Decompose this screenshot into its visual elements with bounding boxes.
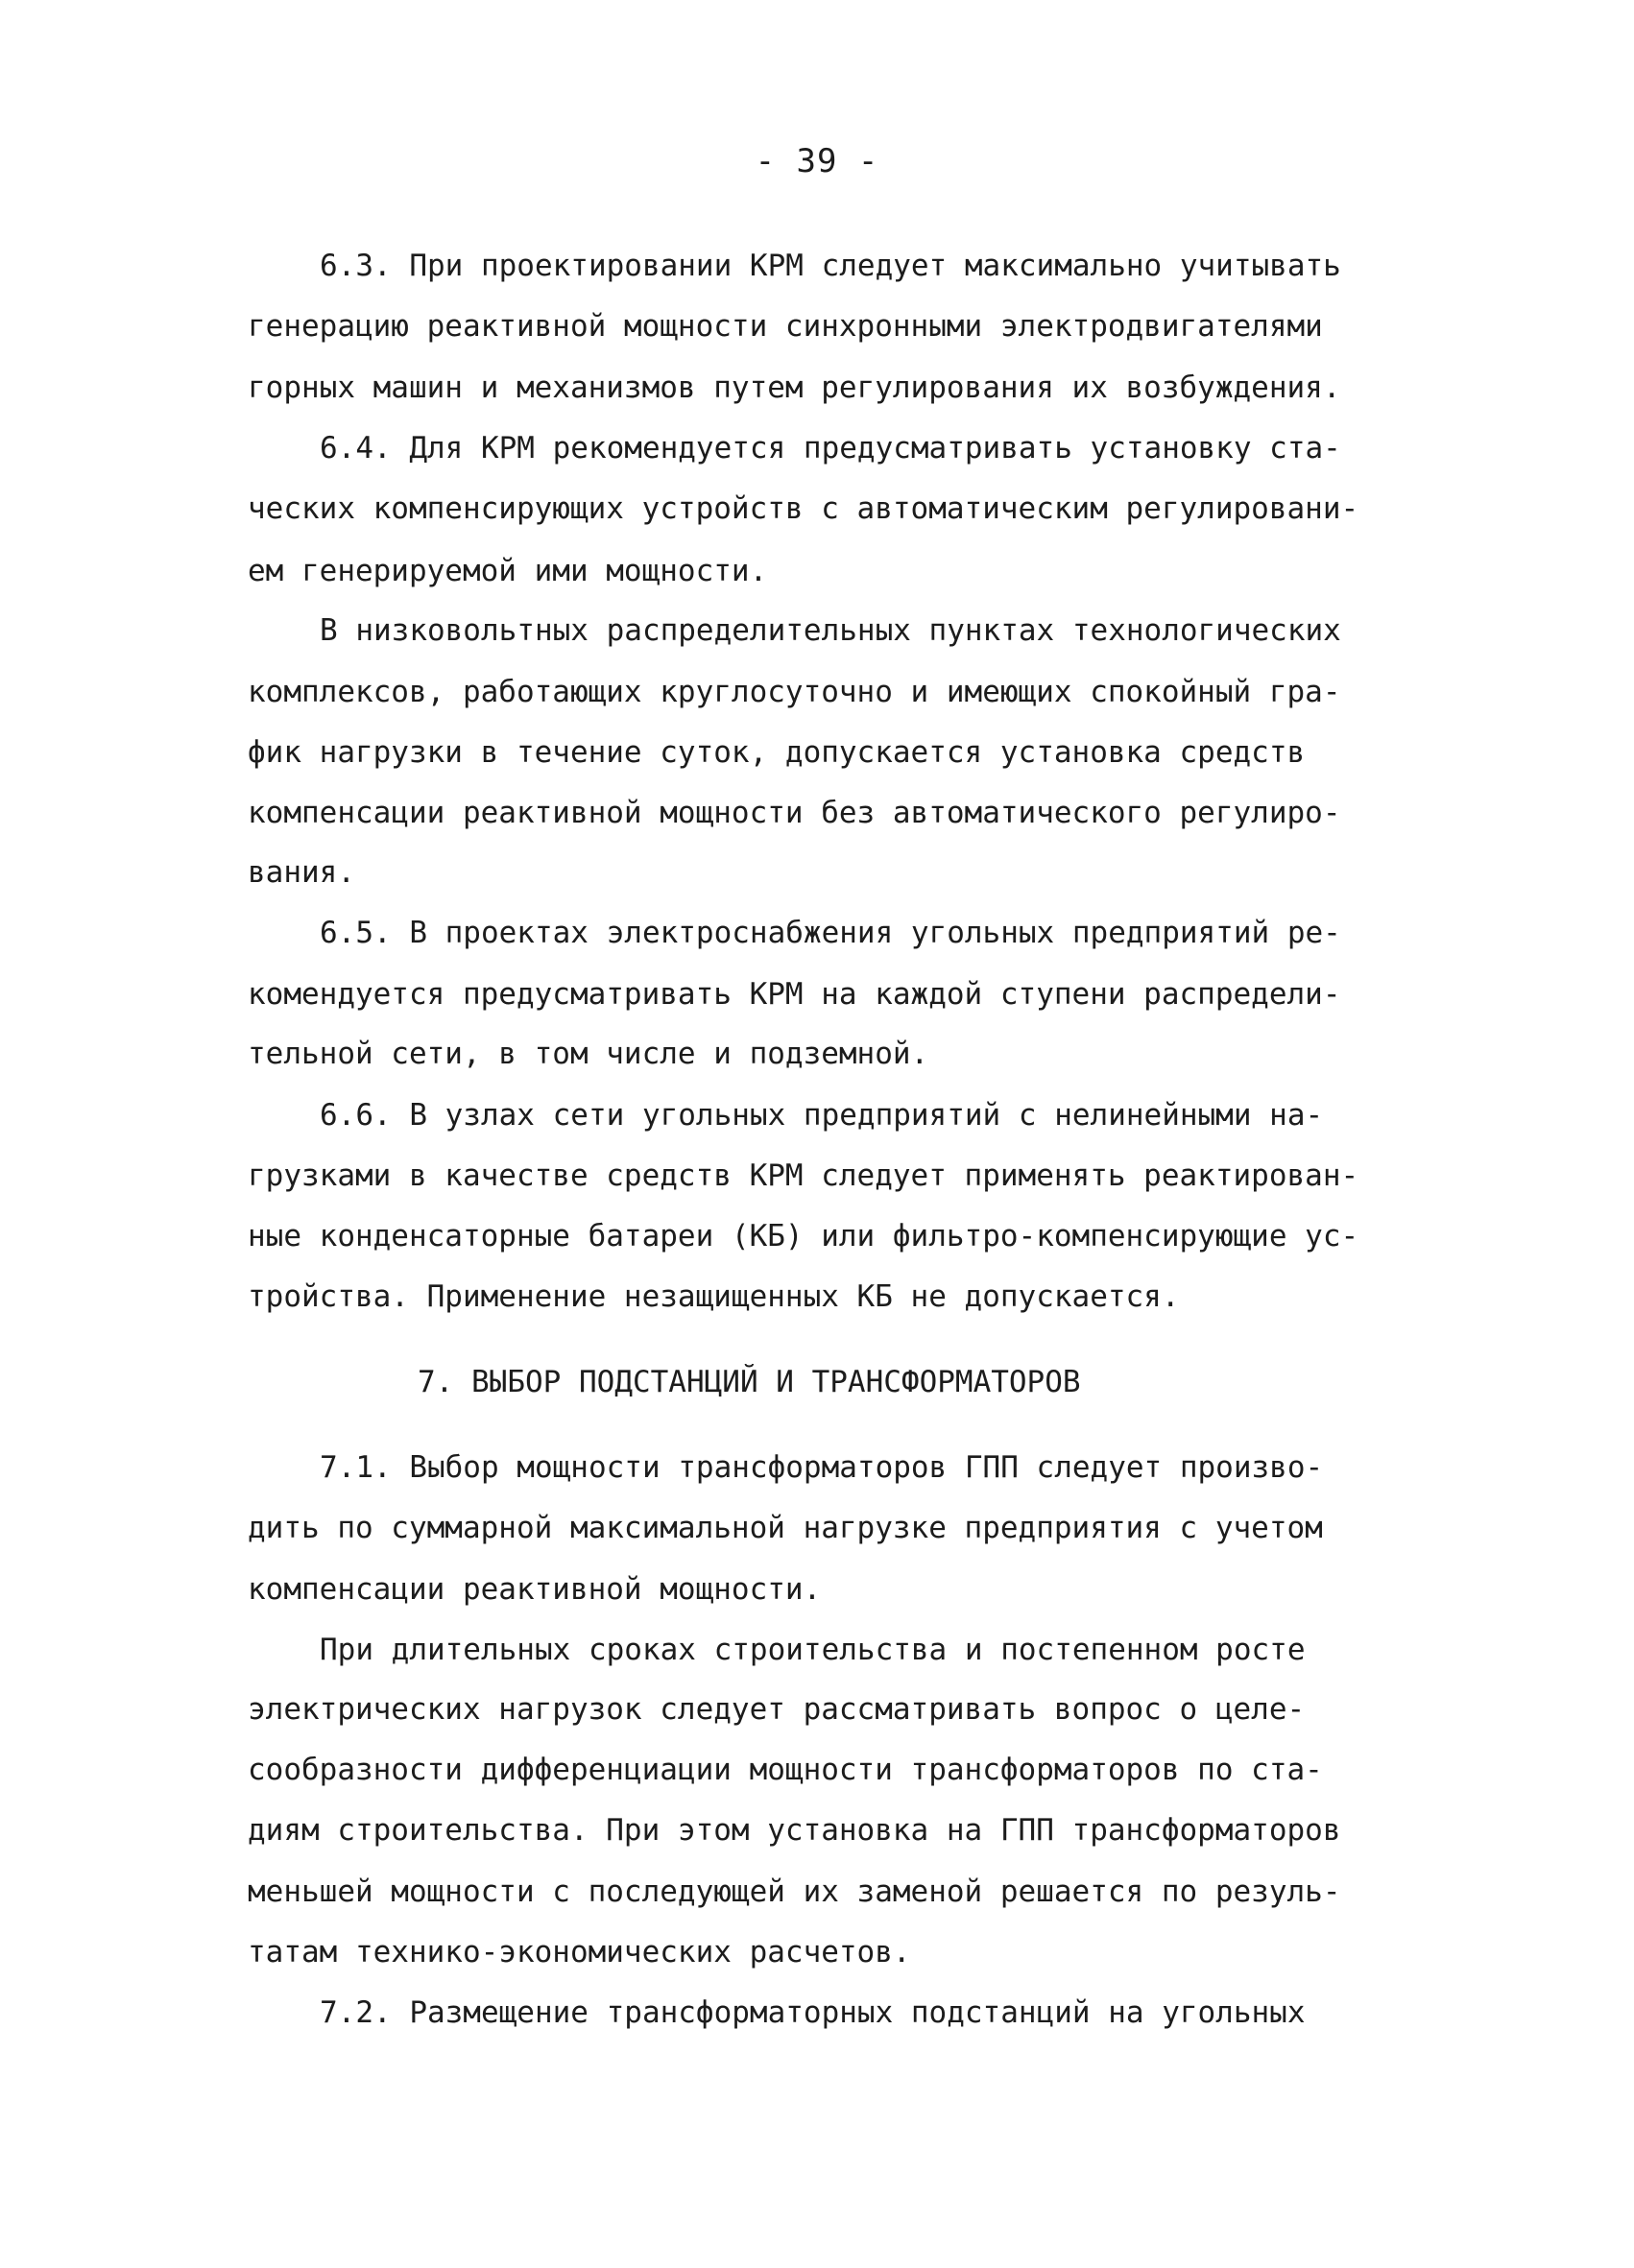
text-line: ные конденсаторные батареи (КБ) или фильтро-компенсирующие ус-	[248, 1219, 1359, 1253]
text-line: компенсации реактивной мощности без автоматического регулиро-	[248, 796, 1341, 830]
text-line: грузками в качестве средств КРМ следует применять реактирован-	[248, 1158, 1359, 1193]
text-line: сообразности дифференциации мощности трансформаторов по ста-	[248, 1753, 1323, 1787]
text-line: татам технико-экономических расчетов.	[248, 1935, 911, 1970]
text-line: генерацию реактивной мощности синхронными электродвигателями	[248, 309, 1323, 344]
text-line: тельной сети, в том числе и подземной.	[248, 1037, 929, 1071]
text-line: 6.3. При проектировании КРМ следует максимально учитывать	[320, 249, 1341, 283]
text-line: тройства. Применение незащищенных КБ не допускается.	[248, 1279, 1180, 1314]
section-heading: 7. ВЫБОР ПОДСТАНЦИЙ И ТРАНСФОРМАТОРОВ	[418, 1365, 1081, 1399]
text-line: При длительных сроках строительства и постепенном росте	[320, 1633, 1306, 1667]
text-line: В низковольтных распределительных пунктах технологических	[320, 613, 1341, 648]
text-line: меньшей мощности с последующей их заменой решается по резуль-	[248, 1874, 1341, 1909]
text-line: 6.5. В проектах электроснабжения угольных предприятий ре-	[320, 916, 1341, 950]
text-line: фик нагрузки в течение суток, допускается установка средств	[248, 735, 1306, 770]
text-line: комендуется предусматривать КРМ на каждой ступени распредели-	[248, 977, 1341, 1012]
text-line: комплексов, работающих круглосуточно и имеющих спокойный гра-	[248, 675, 1341, 709]
text-line: ческих компенсирующих устройств с автоматическим регулировани-	[248, 491, 1359, 526]
text-line: 7.2. Размещение трансформаторных подстанций на угольных	[320, 1995, 1306, 2030]
text-line: 6.6. В узлах сети угольных предприятий с нелинейными на-	[320, 1098, 1324, 1133]
page-number: - 39 -	[755, 142, 879, 180]
text-line: дить по суммарной максимальной нагрузке предприятия с учетом	[248, 1511, 1323, 1545]
text-line: горных машин и механизмов путем регулирования их возбуждения.	[248, 370, 1341, 405]
text-line: компенсации реактивной мощности.	[248, 1572, 822, 1607]
text-line: 6.4. Для КРМ рекомендуется предусматривать установку ста-	[320, 431, 1341, 466]
text-line: электрических нагрузок следует рассматривать вопрос о целе-	[248, 1692, 1306, 1727]
text-line: 7.1. Выбор мощности трансформаторов ГПП следует произво-	[320, 1450, 1324, 1485]
text-line: вания.	[248, 855, 355, 890]
text-line: диям строительства. При этом установка на ГПП трансформаторов	[248, 1813, 1341, 1848]
text-line: ем генерируемой ими мощности.	[248, 554, 768, 588]
